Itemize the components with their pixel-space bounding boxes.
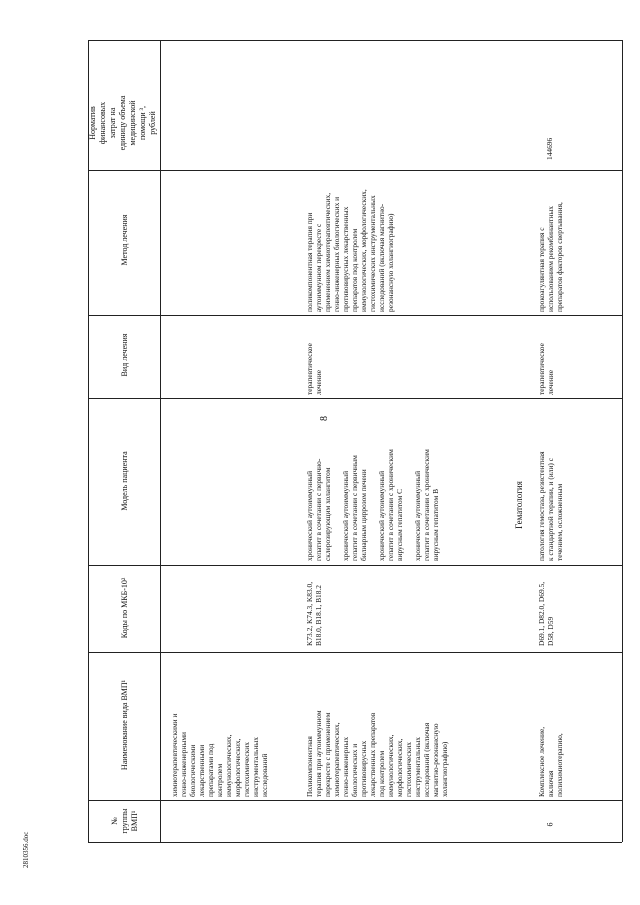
row6-norm: 144696 — [545, 137, 554, 160]
header-norm: Норматив финансовых затрат на единицу объема медицинской помощи ³, рублей — [88, 95, 157, 151]
table-border-right — [622, 40, 623, 842]
header-treatment-type: Вид лечения — [120, 333, 129, 377]
row-name: Поликомпонентная терапия при аутоиммунном перекресте с применением химиотерапевтических, генно-инженерных биологических и противовирусных лекарственных препаратов под контролем иммунологических, морфологических, гистохимических инструментальных исследований (включая магнитно-резонансную холангиографию) — [305, 710, 449, 797]
footer-filename: 2810356.doc — [22, 831, 30, 868]
page-number: 8 — [319, 416, 330, 421]
row-name-cont: химиотерапевтическими и генно-инженерными биологическими лекарственными препаратами под контролем иммунологических, морфологических, гистохимических инструментальных исследований — [170, 713, 269, 797]
header-method: Метод лечения — [120, 214, 129, 266]
column-divider — [88, 170, 622, 171]
row6-name: Комплексное лечение, включая полихимиотерапию, — [537, 726, 564, 797]
header-codes: Коды по МКБ-10² — [120, 577, 129, 639]
header-model: Модель пациента — [120, 451, 129, 511]
column-divider — [88, 800, 622, 801]
row6-method: прокоагулянтная терапия с использованием рекомбинантных препаратов факторов свертывания, — [537, 202, 564, 312]
column-divider — [88, 652, 622, 653]
row6-treatment-type: терапевтическое лечение — [537, 343, 555, 395]
header-group-no: № группы ВМП¹ — [110, 808, 139, 834]
row-treatment-type: терапевтическое лечение — [305, 343, 323, 395]
table-border-top — [88, 40, 622, 41]
row6-model: патология гемостаза, резистентная к стандартной терапии, и (или) с течением, осложненным — [537, 451, 564, 561]
row-method: поликомпонентная терапия при аутоиммунном перекресте с применением химиотерапевтических, генно-инженерных биологических и противовирусных лекарственных препаратов под контролем иммунологических, морфологических, гистохимических инструментальных исследований (включая магнитно- резонансную холангиографию) — [305, 189, 395, 312]
row-model: хронический аутоиммунный гепатит в сочетании с первично- склерозирующим холангитом хронический аутоиммунный гепатит в сочетании с первичным билиарным циррозом печени хронический аутоиммунный гепатит в сочетании с хроническим вирусным гепатитом C хронический аутоиммунный гепатит в сочетании с хроническим вирусным гепатитом B — [305, 449, 440, 561]
header-divider — [160, 40, 161, 842]
header-name: Наименование вида ВМП¹ — [120, 679, 129, 771]
section-title: Гематология — [513, 481, 524, 529]
row6-group-no: 6 — [545, 822, 555, 827]
row6-codes: D69.1, D82.0, D69.5, D58, D59 — [537, 581, 555, 646]
table-border-bottom — [88, 842, 622, 843]
row-codes: K73.2, K74.3, K83.0, B18.0, B18.1, B18.2 — [305, 581, 323, 646]
